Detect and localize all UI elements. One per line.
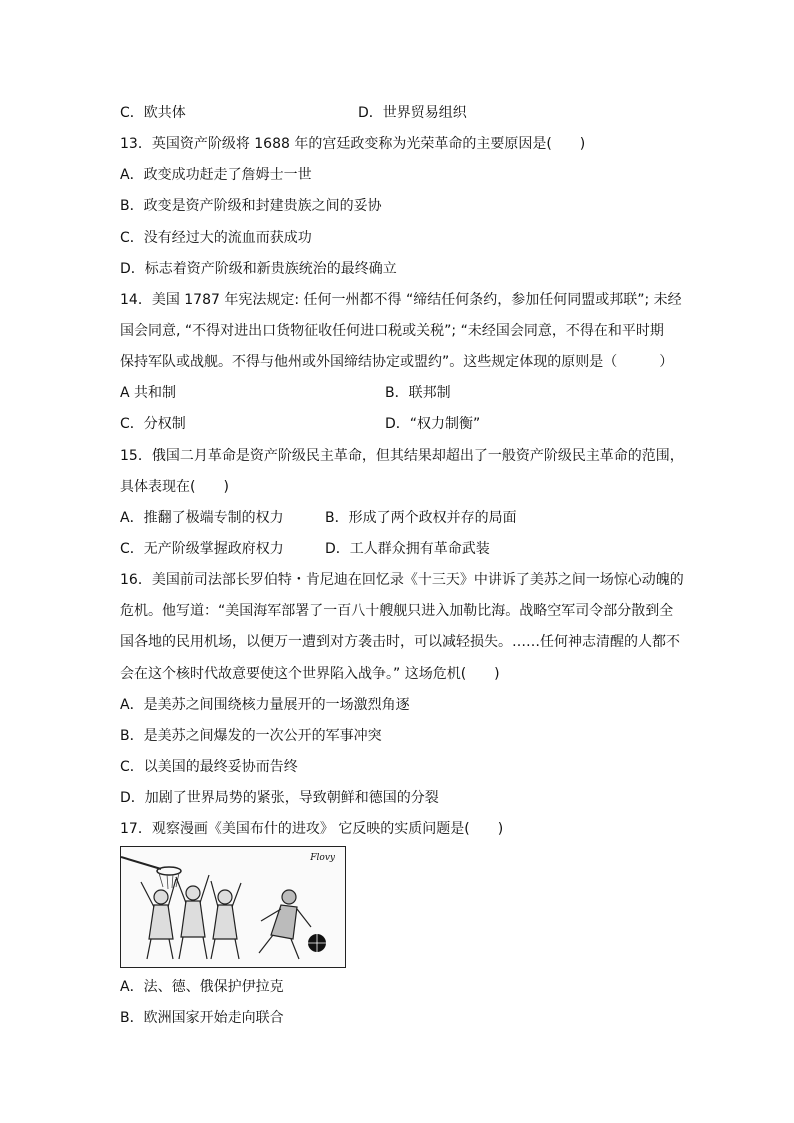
- q12-option-d: D．世界贸易组织: [358, 105, 467, 121]
- cartoon-image: [120, 846, 346, 968]
- q15-option-d: D．工人群众拥有革命武装: [325, 541, 490, 557]
- q17-option-b: B．欧洲国家开始走向联合: [120, 1010, 284, 1026]
- q16-option-c: C．以美国的最终妥协而告终: [120, 759, 298, 775]
- q16-stem-line1: 16．美国前司法部长罗伯特・肯尼迪在回忆录《十三天》中讲诉了美苏之间一场惊心动魄的: [120, 572, 684, 588]
- q17-stem: 17．观察漫画《美国布什的进攻》 它反映的实质问题是( ): [120, 821, 504, 837]
- q15-option-a: A．推翻了极端专制的权力: [120, 510, 284, 526]
- q14-option-c: C．分权制: [120, 416, 186, 432]
- q15-option-b: B．形成了两个政权并存的局面: [325, 510, 517, 526]
- q14-stem-line3: 保持军队或战舰。不得与他州或外国缔结协定或盟约”。这些规定体现的原则是（ ）: [120, 354, 674, 370]
- q16-stem-line4: 会在这个核时代故意要使这个世界陷入战争。” 这场危机( ): [120, 666, 500, 682]
- cartoon-drawing: [121, 847, 345, 967]
- q14-stem-line2: 国会同意, “不得对进出口货物征收任何进口税或关税”; “未经国会同意，不得在和平时期: [120, 323, 664, 339]
- q16-option-a: A．是美苏之间围绕核力量展开的一场激烈角逐: [120, 697, 410, 713]
- q13-stem: 13．英国资产阶级将 1688 年的宫廷政变称为光荣革命的主要原因是( ): [120, 136, 586, 152]
- q14-stem-line1: 14．美国 1787 年宪法规定: 任何一州都不得 “缔结任何条约，参加任何同盟或邦联”; 未经: [120, 292, 682, 308]
- q13-option-d: D．标志着资产阶级和新贵族统治的最终确立: [120, 261, 397, 277]
- cartoon-signature: Flovy: [310, 853, 335, 863]
- q15-stem-line2: 具体表现在( ): [120, 479, 229, 495]
- q14-option-d: D．“权力制衡”: [385, 416, 481, 432]
- q13-option-a: A．政变成功赶走了詹姆士一世: [120, 167, 312, 183]
- q14-option-b: B．联邦制: [385, 385, 451, 401]
- q17-option-a: A．法、德、俄保护伊拉克: [120, 979, 284, 995]
- q16-option-d: D．加剧了世界局势的紧张，导致朝鲜和德国的分裂: [120, 790, 439, 806]
- q15-stem-line1: 15．俄国二月革命是资产阶级民主革命，但其结果却超出了一般资产阶级民主革命的范围，: [120, 448, 684, 464]
- q12-option-c: C．欧共体: [120, 105, 186, 121]
- q16-stem-line2: 危机。他写道：“美国海军部署了一百八十艘舰只进入加勒比海。战略空军司令部分散到全: [120, 603, 674, 619]
- q13-option-b: B．政变是资产阶级和封建贵族之间的妥协: [120, 198, 382, 214]
- q15-option-c: C．无产阶级掌握政府权力: [120, 541, 284, 557]
- q13-option-c: C．没有经过大的流血而获成功: [120, 230, 312, 246]
- q14-option-a: A 共和制: [120, 385, 177, 401]
- q16-option-b: B．是美苏之间爆发的一次公开的军事冲突: [120, 728, 382, 744]
- q16-stem-line3: 国各地的民用机场，以便万一遭到对方袭击时，可以减轻损失。……任何神志清醒的人都不: [120, 634, 680, 650]
